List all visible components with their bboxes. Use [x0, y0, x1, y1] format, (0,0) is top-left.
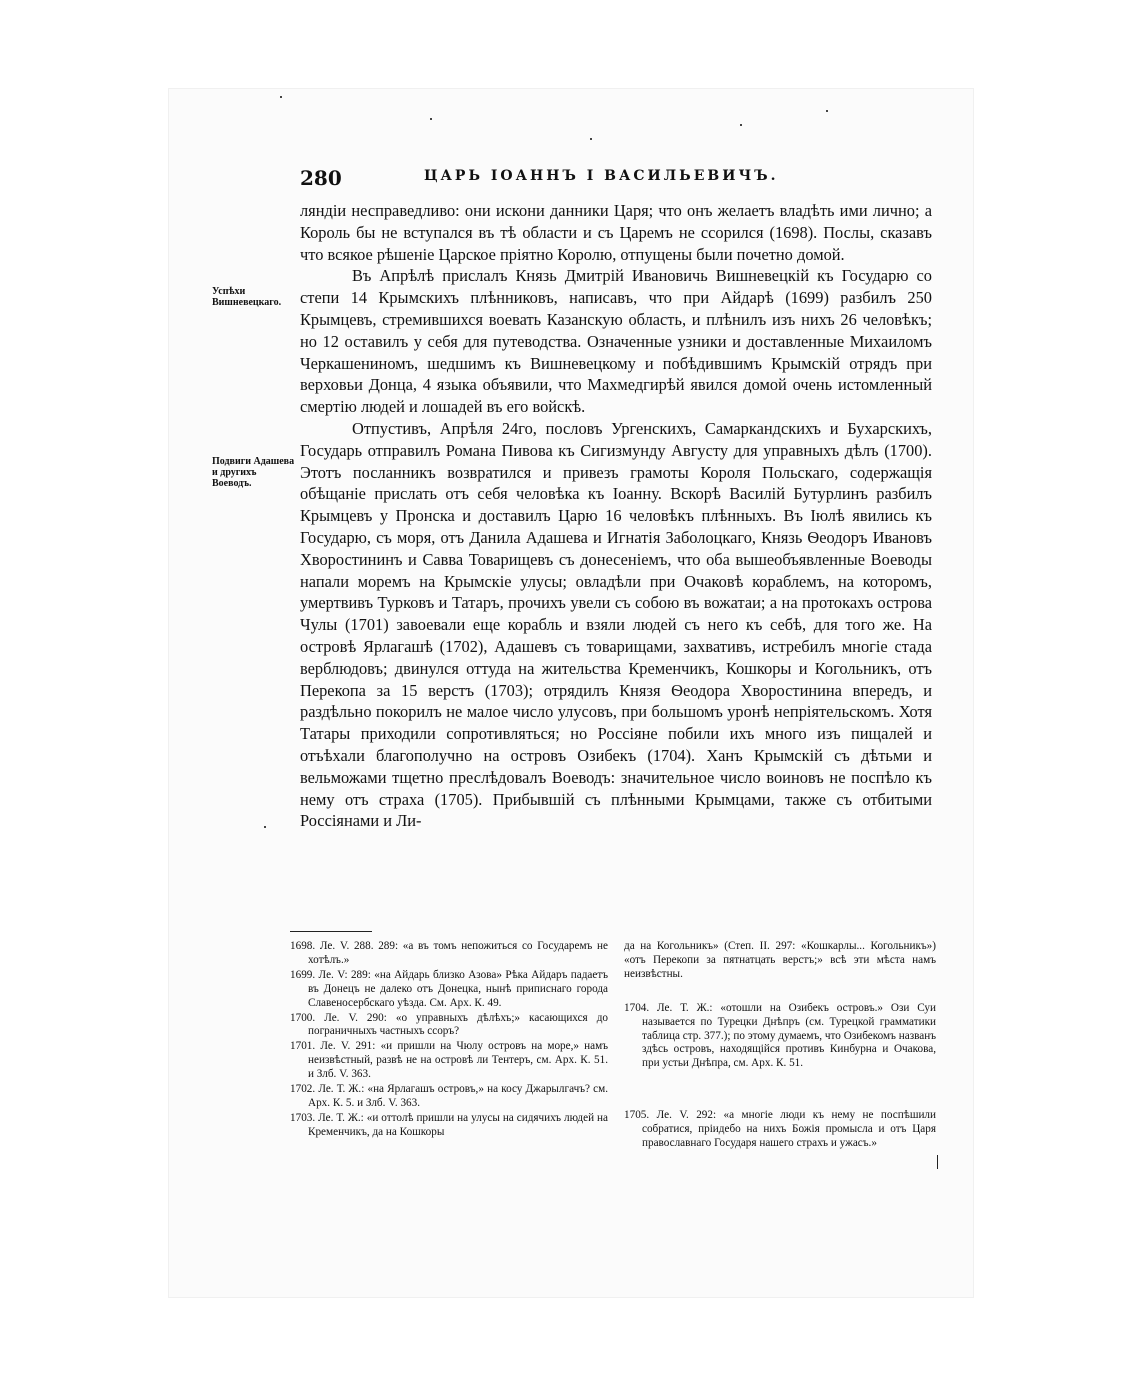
scan-speck — [430, 118, 432, 120]
running-title: ЦАРЬ ІОАННЪ І ВАСИЛЬЕВИЧЪ. — [424, 168, 779, 184]
scan-mark — [937, 1155, 938, 1169]
footnotes-right-column — [624, 940, 936, 1152]
paragraph: Отпустивъ, Апрѣля 24го, пословъ Ургенскихъ, Самаркандскихъ и Бухарскихъ, Государь отправилъ Романа Пивова къ Сигизмунду Августу для управныхъ дѣлъ (1700). Этотъ посланникъ возвратился и привезъ грамоты Короля Польскаго, содержащія обѣщаніе прислать отъ себя человѣка къ Іоанну. Вскорѣ Василій Бутурлинъ разбилъ Крымцевъ у Пронска и доставилъ Царю 16 человѣкъ плѣнныхъ. Въ Іюлѣ явились къ Государю, съ моря, отъ Данила Адашева и Игнатія Заболоцкаго, Князь Ѳеодоръ Ивановъ Хворостининъ и Савва Товарищевъ съ донесеніемъ, что оба вышеобъявленные Воеводы напали моремъ на Крымскіе улусы; овладѣли при Очаковѣ кораблемъ, на которомъ, умертвивъ Турковъ и Татаръ, прочихъ увели съ собою въ вожатаи; а на протокахъ острова Чулы (1701) завоевали еще корабль и взяли людей съ него къ себѣ, для того же. На островѣ Ярлагашѣ (1702), Адашевъ съ товарищами, захвативъ, истребилъ многіе стада верблюдовъ; двинулся оттуда на жительства Кременчикъ, Кошкоры и Когольникъ, отъ Перекопа за 15 верстъ (1703); отрядилъ Князя Ѳеодора Хворостинина впередъ, и раздѣльно покорилъ не малое число улусовъ, при большомъ уронѣ непріятельскомъ. Хотя Татары приходили сопротивляться; но Россіяне побили ихъ много изъ пищалей и отъѣхали благополучно на островъ Озибекъ (1704). Ханъ Крымскій съ дѣтьми и вельможами тщетно преслѣдовалъ Воеводъ: значительное число воиновъ не поспѣло къ нему отъ страха (1705). Прибывшій съ плѣнными Крымцами, также съ отбитыми Россіянами и Ли- — [300, 418, 932, 831]
scan-speck — [264, 826, 266, 828]
footnotes-left-column — [290, 940, 608, 1141]
body-text — [300, 200, 932, 832]
footnote: 1703. Ле. Т. Ж.: «и оттолѣ пришли на улусы на сидячихъ людей на Кременчикъ, да на Кошкоры — [290, 1111, 608, 1138]
footnote: 1705. Ле. V. 292: «а многіе люди къ нему не поспѣшили собратися, пріидебо на нихъ Божія промысла и отъ Царя православнаго Государя нашего страхъ и ужасъ.» — [624, 1109, 936, 1150]
scan-speck — [826, 110, 828, 112]
footnote: 1701. Ле. V. 291: «и пришли на Чюлу островъ на море,» намъ неизвѣстный, развѣ не на островѣ ли Тентеръ, см. Арх. К. 51. и Злб. V. 363. — [290, 1040, 608, 1081]
footnote: 1698. Ле. V. 288. 289: «а въ томъ непожиться со Государемъ не хотѣлъ.» — [290, 940, 608, 966]
footnote: да на Когольникъ» (Степ. II. 297: «Кошкарлы... Когольникъ») «отъ Перекопи за пятнатцать верстъ;» всѣ эти мѣста намъ неизвѣстны. — [624, 940, 936, 980]
scan-speck — [740, 124, 742, 126]
footnote: 1704. Ле. Т. Ж.: «отошли на Озибекъ островъ.» Ози Суи называется по Турецки Днѣпръ (см. Турецкой грамматики таблица стр. 377.); по этому думаемъ, что Озибекомъ названъ здѣсь островъ, находящійся противъ Кинбурна и Очакова, при устьи Днѣпра, см. Арх. К. 51. — [624, 1001, 936, 1070]
paragraph: Въ Апрѣлѣ прислалъ Князь Дмитрій Ивановичь Вишневецкій къ Государю со степи 14 Крымскихъ плѣнниковъ, написавъ, что при Айдарѣ (1699) разбилъ 250 Крымцевъ, стремившихся воевать Казанскую область, и плѣнилъ изъ нихъ 26 человѣкъ; но 12 оставилъ у себя для путеводства. Означенные узники и доставленные Михаиломъ Черкашениномъ, шедшимъ къ Вишневецкому и побѣдившимъ Крымскій отрядъ при верховьи Донца, 4 языка объявили, что Махмедгирѣй явился домой очень истомленный смертію людей и лошадей въ его войскѣ. — [300, 266, 932, 417]
footnote: 1699. Ле. V: 289: «на Айдарь близко Азова» Рѣка Айдаръ падаетъ въ Донецъ не далеко отъ Донецка, нынѣ приписнаго города Славеносербскаго уѣзда. См. Арх. К. 49. — [290, 968, 608, 1009]
scan-speck — [280, 96, 282, 98]
sidenote-adashev: Подвиги Адашева и другихъ Воеводъ. — [212, 456, 295, 489]
footnote: 1700. Ле. V. 290: «о управныхъ дѣлѣхъ;» касающихся до пограничныхъ частныхъ ссоръ? — [290, 1011, 608, 1038]
footnote-rule — [290, 931, 372, 932]
page-number: 280 — [300, 166, 342, 190]
sidenote-vishnevetsky: Успѣхи Вишневецкаго. — [212, 286, 282, 308]
footnote: 1702. Ле. Т. Ж.: «на Ярлагашъ островъ,» на косу Джарылгачъ? см. Арх. К. 5. и Злб. V. 363. — [290, 1083, 608, 1109]
scan-speck — [590, 138, 592, 140]
running-header — [300, 166, 810, 196]
paragraph: ляндіи несправедливо: они искони данники Царя; что онъ желаетъ владѣть ими лично; а Король бы не вступался въ тѣ области и съ Царемъ не ссорился (1698). Послы, сказавъ что всякое рѣшеніе Царское пріятно Королю, отпущены были почетно домой. — [300, 201, 932, 264]
